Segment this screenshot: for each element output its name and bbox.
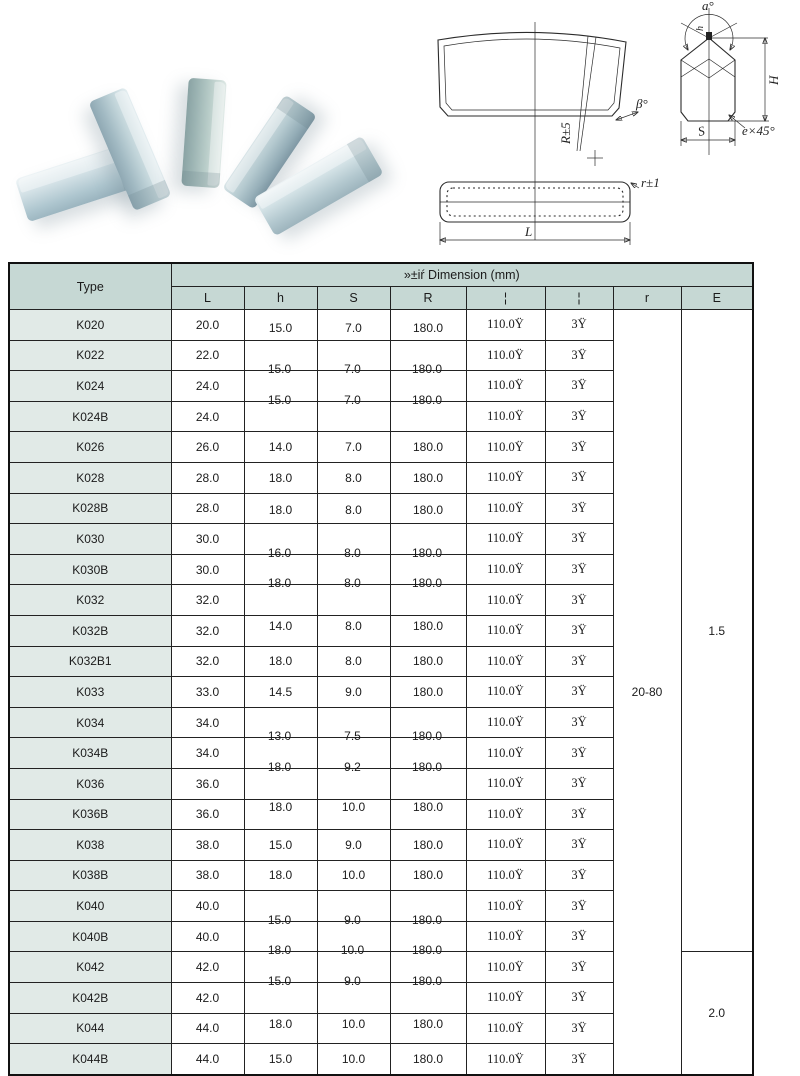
merged-h-value: 18.0 bbox=[267, 943, 292, 957]
angle-110-cell: 110.0Ÿ bbox=[466, 983, 545, 1014]
type-cell: K036B bbox=[9, 799, 171, 830]
angle-110-cell: 110.0Ÿ bbox=[466, 646, 545, 677]
h-cell bbox=[244, 310, 317, 341]
L-cell: 40.0 bbox=[171, 921, 244, 952]
R-value: 180.0 bbox=[412, 320, 444, 335]
S-cell bbox=[317, 432, 390, 463]
R-value: 180.0 bbox=[412, 654, 444, 669]
L-cell: 42.0 bbox=[171, 952, 244, 983]
merged-S-value: 9.0 bbox=[344, 974, 361, 988]
type-cell: K026 bbox=[9, 432, 171, 463]
R-cell bbox=[390, 830, 466, 861]
col-header-r: r bbox=[613, 287, 681, 310]
R-cell bbox=[390, 310, 466, 341]
type-cell: K042 bbox=[9, 952, 171, 983]
L-cell: 32.0 bbox=[171, 646, 244, 677]
L-cell: 26.0 bbox=[171, 432, 244, 463]
angle-3-cell: 3Ÿ bbox=[545, 401, 613, 432]
col-header-angle-1: ¦ bbox=[466, 287, 545, 310]
merged-R-value: 180.0 bbox=[411, 576, 443, 590]
corner-radius-label: r±1 bbox=[641, 175, 660, 190]
R-cell bbox=[390, 677, 466, 708]
S-value: 10.0 bbox=[341, 1017, 366, 1032]
corner-radius-leader bbox=[631, 183, 639, 188]
L-cell: 36.0 bbox=[171, 799, 244, 830]
L-cell: 28.0 bbox=[171, 462, 244, 493]
R-value: 180.0 bbox=[412, 1052, 444, 1067]
h-value: 14.0 bbox=[268, 440, 293, 455]
merged-R-value: 180.0 bbox=[411, 913, 443, 927]
type-cell: K032B bbox=[9, 615, 171, 646]
type-cell: K038B bbox=[9, 860, 171, 891]
merged-h-value: 15.0 bbox=[267, 974, 292, 988]
type-cell: K032 bbox=[9, 585, 171, 616]
S-value: 10.0 bbox=[341, 800, 366, 815]
S-cell bbox=[317, 860, 390, 891]
angle-3-cell: 3Ÿ bbox=[545, 615, 613, 646]
merged-S-value: 9.2 bbox=[344, 760, 361, 774]
L-cell: 38.0 bbox=[171, 830, 244, 861]
angle-110-cell: 110.0Ÿ bbox=[466, 340, 545, 371]
h-value: 15.0 bbox=[268, 320, 293, 335]
angle-3-cell: 3Ÿ bbox=[545, 371, 613, 402]
S-cell bbox=[317, 646, 390, 677]
merged-S-value: 10.0 bbox=[340, 943, 365, 957]
angle-110-cell: 110.0Ÿ bbox=[466, 738, 545, 769]
type-cell: K044B bbox=[9, 1044, 171, 1075]
alpha-label: a° bbox=[702, 0, 714, 13]
end-view-drawing bbox=[665, 0, 800, 160]
angle-3-cell: 3Ÿ bbox=[545, 432, 613, 463]
col-header-L: L bbox=[171, 287, 244, 310]
angle-3-cell: 3Ÿ bbox=[545, 646, 613, 677]
L-cell: 40.0 bbox=[171, 891, 244, 922]
h-cell bbox=[244, 830, 317, 861]
h-value: 18.0 bbox=[268, 470, 293, 485]
L-cell: 24.0 bbox=[171, 401, 244, 432]
col-header-h: h bbox=[244, 287, 317, 310]
header-row bbox=[9, 263, 753, 287]
chamfer-label: e×45° bbox=[742, 123, 775, 138]
L-cell: 44.0 bbox=[171, 1013, 244, 1044]
S-value: 7.0 bbox=[345, 440, 362, 455]
angle-3-cell: 3Ÿ bbox=[545, 1013, 613, 1044]
type-cell: K024 bbox=[9, 371, 171, 402]
R-cell bbox=[390, 799, 466, 830]
merged-R-value: 180.0 bbox=[411, 362, 443, 376]
width-label: S bbox=[696, 122, 706, 139]
type-cell: K042B bbox=[9, 983, 171, 1014]
angle-110-cell: 110.0Ÿ bbox=[466, 830, 545, 861]
angle-110-cell: 110.0Ÿ bbox=[466, 952, 545, 983]
merged-S-value: 8.0 bbox=[344, 546, 361, 560]
plan-view-drawing bbox=[425, 165, 715, 260]
merged-R-value: 180.0 bbox=[411, 729, 443, 743]
beta-angle-arrow bbox=[616, 112, 638, 120]
R-cell bbox=[390, 493, 466, 524]
h-value: 18.0 bbox=[268, 868, 293, 883]
angle-110-cell: 110.0Ÿ bbox=[466, 432, 545, 463]
angle-3-cell: 3Ÿ bbox=[545, 707, 613, 738]
angle-110-cell: 110.0Ÿ bbox=[466, 462, 545, 493]
S-value: 8.0 bbox=[345, 470, 362, 485]
type-cell: K044 bbox=[9, 1013, 171, 1044]
h-value: 15.0 bbox=[268, 1052, 293, 1067]
angle-3-cell: 3Ÿ bbox=[545, 677, 613, 708]
tip-outline bbox=[438, 32, 626, 116]
type-cell: K040B bbox=[9, 921, 171, 952]
R-cell bbox=[390, 615, 466, 646]
L-cell: 24.0 bbox=[171, 371, 244, 402]
angle-110-cell: 110.0Ÿ bbox=[466, 524, 545, 555]
S-value: 8.0 bbox=[345, 503, 362, 518]
angle-110-cell: 110.0Ÿ bbox=[466, 891, 545, 922]
angle-3-cell: 3Ÿ bbox=[545, 768, 613, 799]
h-value: 18.0 bbox=[268, 503, 293, 518]
S-value: 8.0 bbox=[345, 654, 362, 669]
R-cell bbox=[390, 646, 466, 677]
merged-S-value: 7.5 bbox=[344, 729, 361, 743]
angle-110-cell: 110.0Ÿ bbox=[466, 707, 545, 738]
angle-3-cell: 3Ÿ bbox=[545, 524, 613, 555]
S-value: 9.0 bbox=[345, 837, 362, 852]
type-cell: K030B bbox=[9, 554, 171, 585]
angle-110-cell: 110.0Ÿ bbox=[466, 401, 545, 432]
tip-inner-edge bbox=[444, 39, 620, 110]
S-cell bbox=[317, 462, 390, 493]
merged-S-value: 9.0 bbox=[344, 913, 361, 927]
h-value: 18.0 bbox=[268, 800, 293, 815]
h-cell bbox=[244, 799, 317, 830]
h-cell bbox=[244, 646, 317, 677]
S-cell bbox=[317, 1044, 390, 1075]
table-row-K020 bbox=[9, 310, 753, 341]
angle-3-cell: 3Ÿ bbox=[545, 983, 613, 1014]
type-cell: K036 bbox=[9, 768, 171, 799]
R-value: 180.0 bbox=[412, 440, 444, 455]
S-value: 8.0 bbox=[345, 618, 362, 633]
angle-3-cell: 3Ÿ bbox=[545, 921, 613, 952]
length-label: L bbox=[525, 224, 533, 239]
S-value: 7.0 bbox=[345, 320, 362, 335]
L-cell: 36.0 bbox=[171, 768, 244, 799]
S-cell bbox=[317, 799, 390, 830]
h-value: 15.0 bbox=[268, 837, 293, 852]
col-header-R: R bbox=[390, 287, 466, 310]
S-cell bbox=[317, 493, 390, 524]
R-value: 180.0 bbox=[412, 868, 444, 883]
side-view-drawing bbox=[430, 20, 670, 170]
h-cell bbox=[244, 615, 317, 646]
L-cell: 32.0 bbox=[171, 585, 244, 616]
R-cell bbox=[390, 432, 466, 463]
R-value: 180.0 bbox=[412, 684, 444, 699]
merged-R-value: 180.0 bbox=[411, 546, 443, 560]
h-cell bbox=[244, 462, 317, 493]
R-value: 180.0 bbox=[412, 470, 444, 485]
h-value: 14.5 bbox=[268, 684, 293, 699]
R-value: 180.0 bbox=[412, 800, 444, 815]
type-cell: K020 bbox=[9, 310, 171, 341]
h-cell bbox=[244, 493, 317, 524]
merged-S-value: 7.0 bbox=[344, 362, 361, 376]
h-value: 14.0 bbox=[268, 618, 293, 633]
type-cell: K032B1 bbox=[9, 646, 171, 677]
e-value-cell: 1.5 bbox=[681, 310, 753, 952]
S-value: 10.0 bbox=[341, 1052, 366, 1067]
L-cell: 34.0 bbox=[171, 707, 244, 738]
S-value: 10.0 bbox=[341, 868, 366, 883]
col-header-E: E bbox=[681, 287, 753, 310]
angle-3-cell: 3Ÿ bbox=[545, 738, 613, 769]
e-value-cell: 2.0 bbox=[681, 952, 753, 1075]
angle-110-cell: 110.0Ÿ bbox=[466, 1013, 545, 1044]
angle-3-cell: 3Ÿ bbox=[545, 585, 613, 616]
merged-h-value: 18.0 bbox=[267, 760, 292, 774]
angle-3-cell: 3Ÿ bbox=[545, 310, 613, 341]
merged-h-value: 18.0 bbox=[267, 576, 292, 590]
R-cell bbox=[390, 462, 466, 493]
merged-R-value: 180.0 bbox=[411, 393, 443, 407]
type-cell: K038 bbox=[9, 830, 171, 861]
L-cell: 38.0 bbox=[171, 860, 244, 891]
S-cell bbox=[317, 677, 390, 708]
col-header-S: S bbox=[317, 287, 390, 310]
R-value: 180.0 bbox=[412, 837, 444, 852]
merged-R-value: 180.0 bbox=[411, 974, 443, 988]
type-cell: K028 bbox=[9, 462, 171, 493]
merged-h-value: 13.0 bbox=[267, 729, 292, 743]
angle-3-cell: 3Ÿ bbox=[545, 799, 613, 830]
tip-end-outline bbox=[681, 38, 735, 121]
L-cell: 20.0 bbox=[171, 310, 244, 341]
h-value: 18.0 bbox=[268, 654, 293, 669]
type-cell: K034B bbox=[9, 738, 171, 769]
merged-h-value: 15.0 bbox=[267, 362, 292, 376]
dimension-table-wrapper bbox=[8, 262, 752, 1076]
R-value: 180.0 bbox=[412, 618, 444, 633]
L-cell: 33.0 bbox=[171, 677, 244, 708]
type-cell: K034 bbox=[9, 707, 171, 738]
h-small-label: h bbox=[695, 26, 706, 31]
merged-h-value: 15.0 bbox=[267, 913, 292, 927]
type-cell: K033 bbox=[9, 677, 171, 708]
merged-R-value: 180.0 bbox=[411, 760, 443, 774]
angle-3-cell: 3Ÿ bbox=[545, 952, 613, 983]
dimension-group-header: »±iŕ Dimension (mm) bbox=[171, 263, 753, 287]
L-cell: 30.0 bbox=[171, 554, 244, 585]
angle-110-cell: 110.0Ÿ bbox=[466, 493, 545, 524]
R-cell bbox=[390, 1044, 466, 1075]
R-cell bbox=[390, 1013, 466, 1044]
merged-S-value: 8.0 bbox=[344, 576, 361, 590]
beta-label: β° bbox=[636, 96, 648, 111]
R-value: 180.0 bbox=[412, 503, 444, 518]
h-value: 18.0 bbox=[268, 1017, 293, 1032]
col-header-angle-2: ¦ bbox=[545, 287, 613, 310]
L-cell: 42.0 bbox=[171, 983, 244, 1014]
col-header-type: Type bbox=[9, 263, 171, 310]
angle-110-cell: 110.0Ÿ bbox=[466, 585, 545, 616]
merged-R-value: 180.0 bbox=[411, 943, 443, 957]
height-label: H bbox=[766, 75, 781, 85]
L-cell: 30.0 bbox=[171, 524, 244, 555]
merged-h-value: 15.0 bbox=[267, 393, 292, 407]
angle-110-cell: 110.0Ÿ bbox=[466, 799, 545, 830]
angle-110-cell: 110.0Ÿ bbox=[466, 921, 545, 952]
carbide-tip-bar bbox=[181, 78, 226, 188]
angle-110-cell: 110.0Ÿ bbox=[466, 677, 545, 708]
S-value: 9.0 bbox=[345, 684, 362, 699]
S-cell bbox=[317, 1013, 390, 1044]
L-cell: 22.0 bbox=[171, 340, 244, 371]
angle-3-cell: 3Ÿ bbox=[545, 830, 613, 861]
angle-3-cell: 3Ÿ bbox=[545, 891, 613, 922]
L-cell: 32.0 bbox=[171, 615, 244, 646]
type-cell: K040 bbox=[9, 891, 171, 922]
angle-110-cell: 110.0Ÿ bbox=[466, 615, 545, 646]
S-cell bbox=[317, 830, 390, 861]
angle-3-cell: 3Ÿ bbox=[545, 462, 613, 493]
L-cell: 28.0 bbox=[171, 493, 244, 524]
S-cell bbox=[317, 310, 390, 341]
angle-3-cell: 3Ÿ bbox=[545, 340, 613, 371]
angle-3-cell: 3Ÿ bbox=[545, 1044, 613, 1075]
R-cell bbox=[390, 860, 466, 891]
h-cell bbox=[244, 1044, 317, 1075]
merged-h-value: 16.0 bbox=[267, 546, 292, 560]
h-cell bbox=[244, 432, 317, 463]
type-cell: K030 bbox=[9, 524, 171, 555]
angle-110-cell: 110.0Ÿ bbox=[466, 554, 545, 585]
angle-110-cell: 110.0Ÿ bbox=[466, 310, 545, 341]
type-cell: K024B bbox=[9, 401, 171, 432]
L-cell: 44.0 bbox=[171, 1044, 244, 1075]
angle-3-cell: 3Ÿ bbox=[545, 493, 613, 524]
radius-label: R±5 bbox=[558, 122, 573, 144]
product-photo bbox=[5, 5, 397, 253]
chevron-edge bbox=[681, 59, 735, 77]
chevron-edge bbox=[681, 60, 735, 78]
type-cell: K028B bbox=[9, 493, 171, 524]
type-cell: K022 bbox=[9, 340, 171, 371]
h-cell bbox=[244, 1013, 317, 1044]
angle-110-cell: 110.0Ÿ bbox=[466, 768, 545, 799]
merged-S-value: 7.0 bbox=[344, 393, 361, 407]
L-cell: 34.0 bbox=[171, 738, 244, 769]
angle-3-cell: 3Ÿ bbox=[545, 860, 613, 891]
angle-3-cell: 3Ÿ bbox=[545, 554, 613, 585]
angle-110-cell: 110.0Ÿ bbox=[466, 1044, 545, 1075]
apex-mark bbox=[706, 32, 712, 40]
angle-110-cell: 110.0Ÿ bbox=[466, 860, 545, 891]
h-cell bbox=[244, 860, 317, 891]
S-cell bbox=[317, 615, 390, 646]
angle-110-cell: 110.0Ÿ bbox=[466, 371, 545, 402]
h-cell bbox=[244, 677, 317, 708]
R-value: 180.0 bbox=[412, 1017, 444, 1032]
r-range-cell: 20-80 bbox=[613, 310, 681, 1075]
